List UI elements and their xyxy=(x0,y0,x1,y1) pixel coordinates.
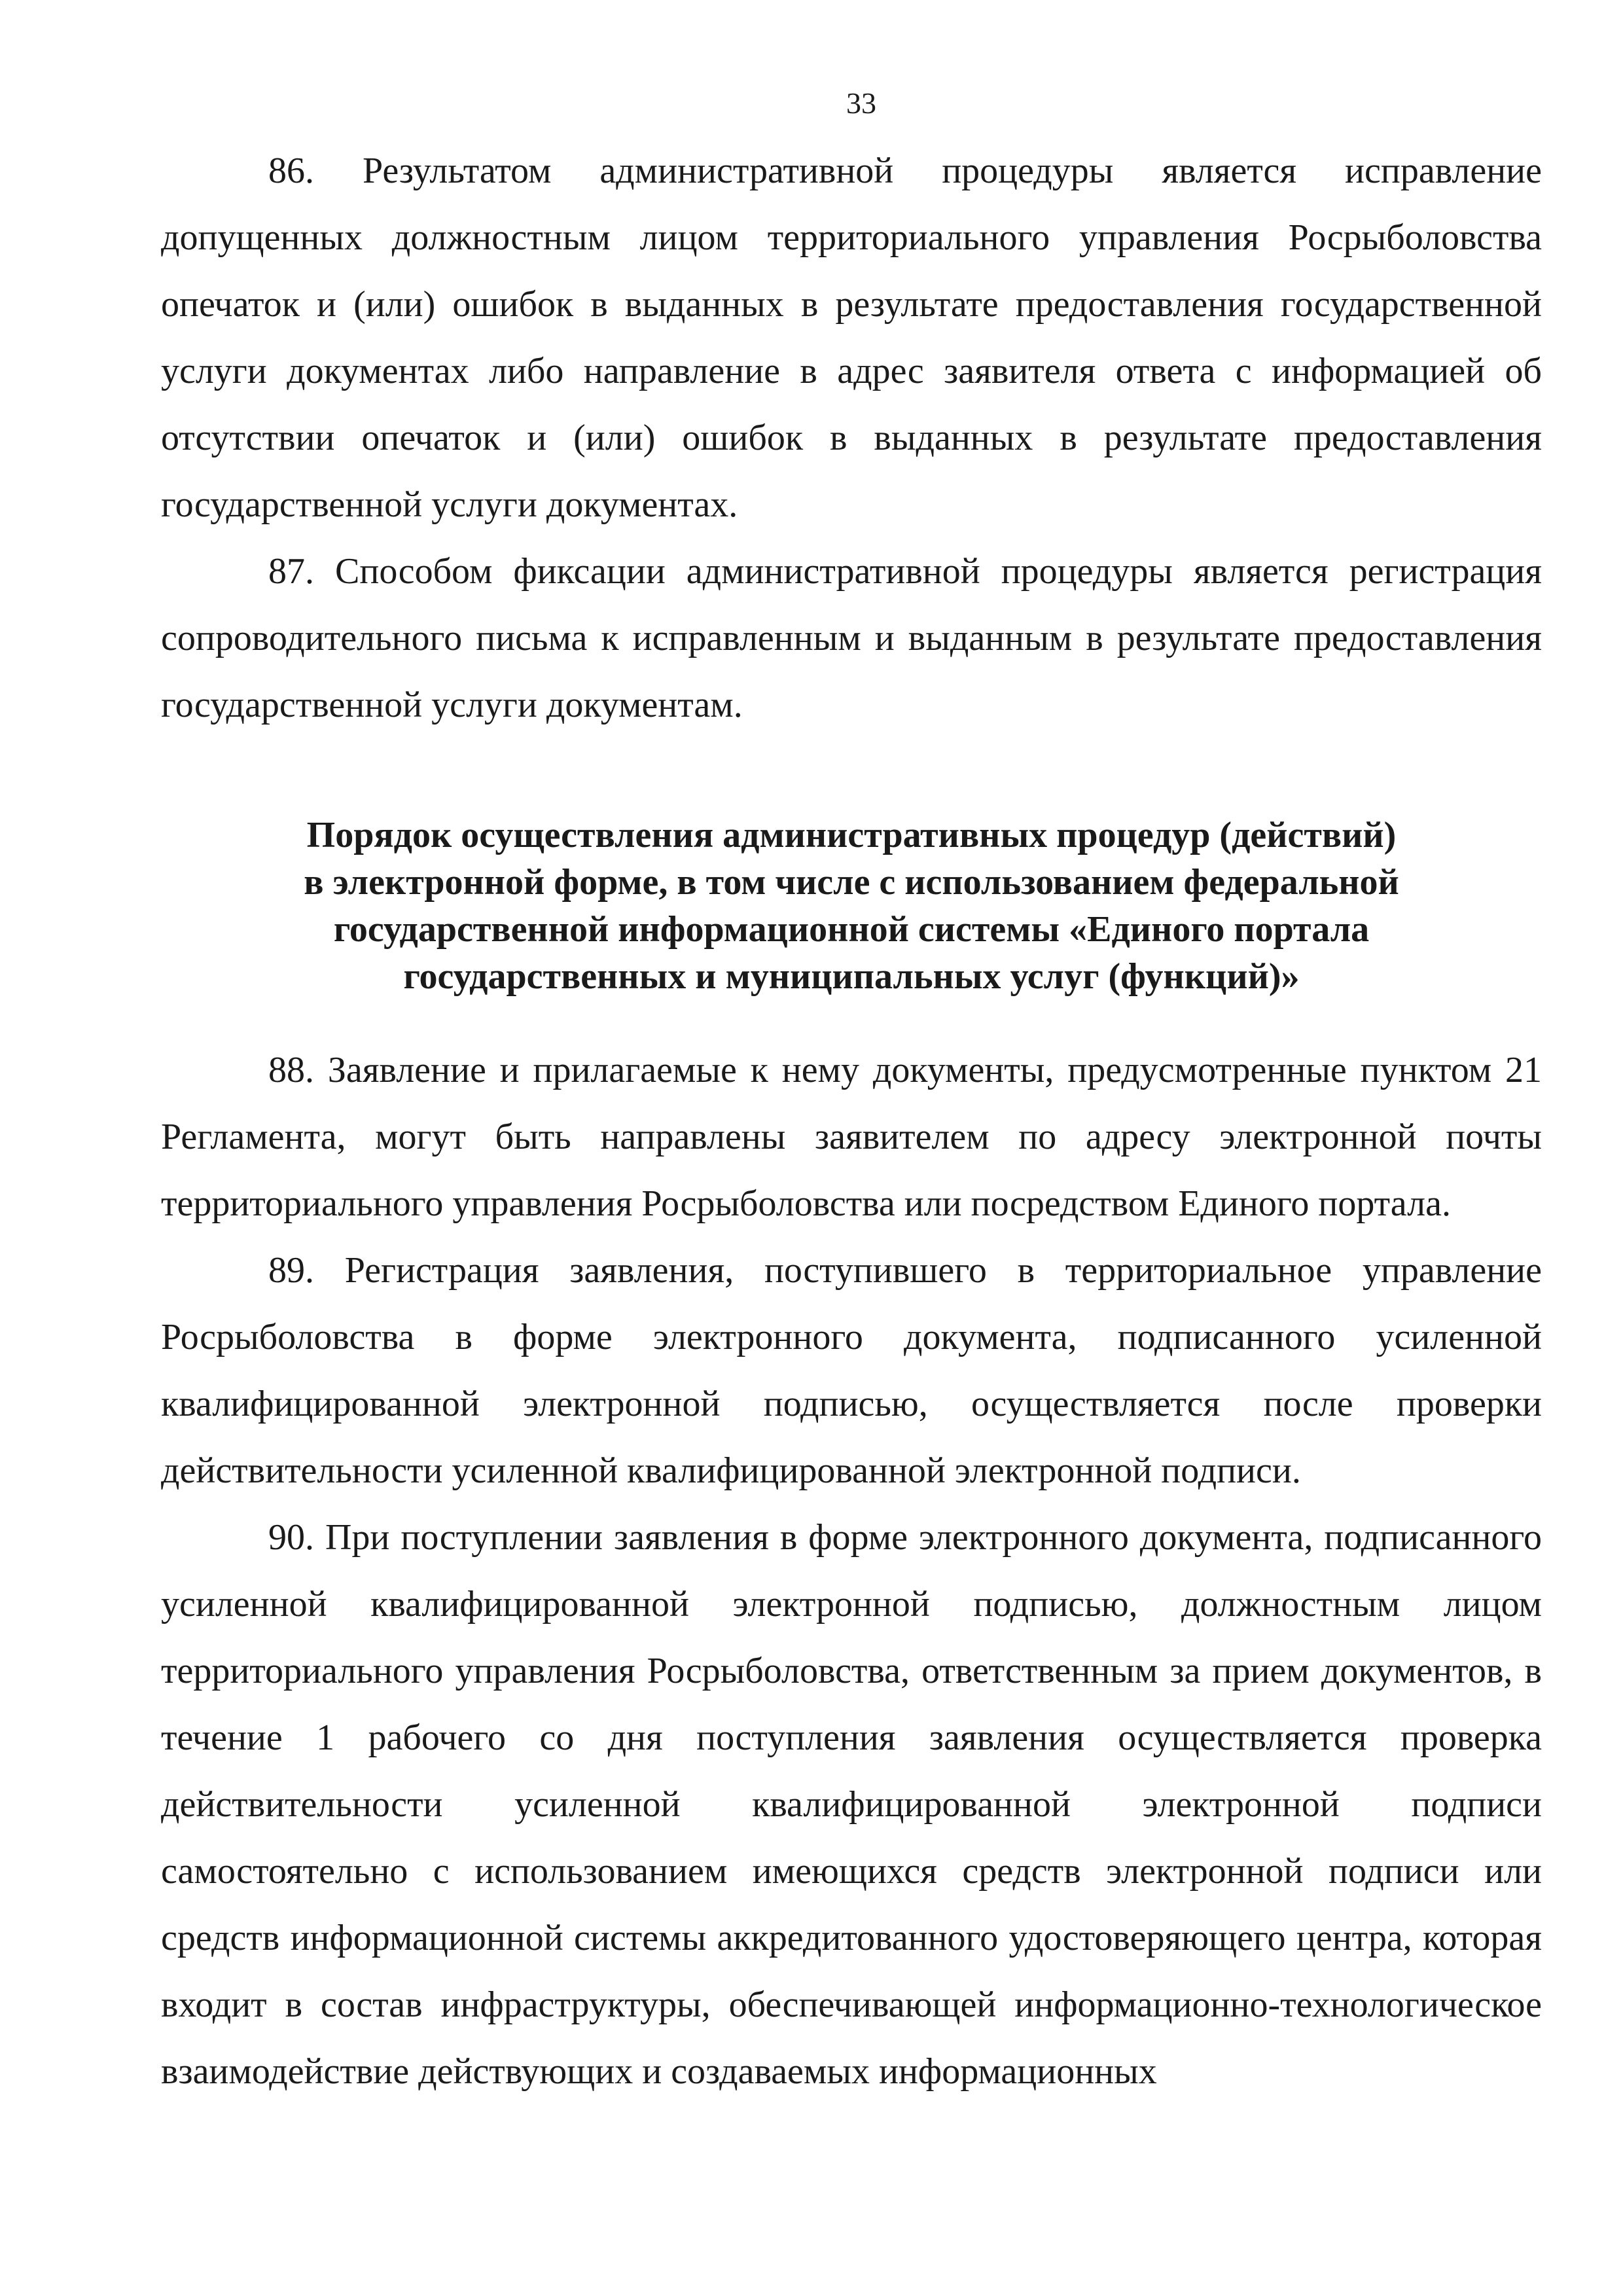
section-heading-line: Порядок осуществления административных процедур (действий) xyxy=(306,815,1397,855)
paragraph-90: 90. При поступлении заявления в форме электронного документа, подписанного усиленной квалифицированной электронной подписью, должностным лицом территориального управления Росрыболовства, ответственным за прием документов, в течение 1 рабочего со дня поступления заявления осуществляется проверка действительности усиленной квалифицированной электронной подписи самостоятельно с использованием имеющихся средств электронной подписи или средств информационной системы аккредитованного удостоверяющего центра, которая входит в состав инфраструктуры, обеспечивающей информационно-технологическое взаимодействие действующих и создаваемых информационных xyxy=(161,1517,1542,2092)
section-heading-line: государственных и муниципальных услуг (функций)» xyxy=(403,956,1300,997)
paragraph-89: 89. Регистрация заявления, поступившего в территориальное управление Росрыболовства в форме электронного документа, подписанного усиленной квалифицированной электронной подписью, осуществляется после проверки действительности усиленной квалифицированной электронной подписи. xyxy=(161,1250,1542,1491)
paragraph-86: 86. Результатом административной процедуры является исправление допущенных должностным лицом территориального управления Росрыболовства опечаток и (или) ошибок в выданных в результате предоставления государственной услуги документах либо направление в адрес заявителя ответа с информацией об отсутствии опечаток и (или) ошибок в выданных в результате предоставления государственной услуги документах. xyxy=(161,151,1542,525)
section-heading-line: государственной информационной системы «Единого портала xyxy=(333,909,1370,950)
paragraph-88: 88. Заявление и прилагаемые к нему документы, предусмотренные пунктом 21 Регламента, могут быть направлены заявителем по адресу электронной почты территориального управления Росрыболовства или посредством Единого портала. xyxy=(161,1050,1542,1224)
section-heading xyxy=(161,812,1542,1000)
section-heading-line: в электронной форме, в том числе с использованием федеральной xyxy=(304,862,1399,903)
paragraph-87: 87. Способом фиксации административной процедуры является регистрация сопроводительного письма к исправленным и выданным в результате предоставления государственной услуги документам. xyxy=(161,551,1542,725)
document-body xyxy=(161,137,1542,2105)
page-number: 33 xyxy=(846,86,876,120)
